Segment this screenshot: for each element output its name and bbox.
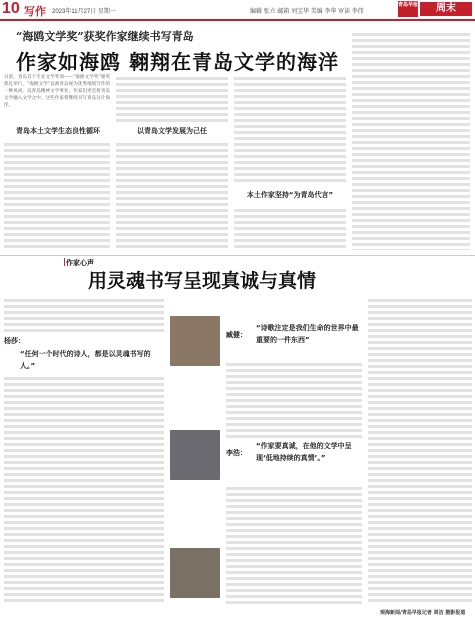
article2-column-3 [368, 296, 472, 604]
article1-column-4 [352, 30, 470, 250]
editor-credits: 编辑 张立 邮箱 刘宝华 美编 李华 审读 李伟 [250, 9, 364, 15]
article1-intro: 日前，青岛首个专业文学奖项——“海鸥文学奖”颁奖典礼举行，“海鸥文学”以被青岛视为优秀地域写作的一种风尚，以青岛精神文学事业，作家们更是将青岛文学融入文学之中。这些作家将继续书写青岛这片海洋。 [4, 75, 110, 108]
article2-intro [4, 296, 164, 332]
article2-headline: 用灵魂书写呈现真诚与真情 [88, 270, 317, 292]
article1-column-3b [234, 206, 346, 250]
weekly-badge: 周末 [420, 2, 472, 16]
brand-logo: 青岛早报 [398, 1, 418, 17]
article1-subhead-c: 本土作家坚持“为青岛代言” [246, 191, 334, 199]
interview-name-3: 李浩： [226, 449, 247, 457]
section-divider [0, 255, 475, 256]
author-photo-1 [170, 316, 220, 366]
article1-subhead-a: 青岛本土文学生态良性循环 [16, 127, 100, 135]
article2-column-1 [4, 374, 164, 604]
issue-date: 2023年11月27日 星期一 [52, 9, 116, 15]
tag-marker [64, 258, 65, 266]
author-photo-3 [170, 548, 220, 598]
interview-quote-2: “诗歌注定是我们生命的世界中最重要的一件东西” [256, 324, 359, 344]
article1-column-3a [234, 74, 346, 184]
author-photo-2 [170, 430, 220, 480]
article2-column-2a [226, 360, 362, 440]
article2-tag: 作家心声 [66, 259, 94, 267]
article1-column-1 [4, 140, 110, 250]
section-title: 写作 [24, 6, 46, 18]
interview-name-2: 臧健： [226, 331, 247, 339]
interview-name-1: 杨莎： [4, 337, 25, 345]
article1-headline: 作家如海鸥 翱翔在青岛文学的海洋 [16, 50, 339, 74]
photo-credit: 观海新闻/青岛早报记者 周洁 摄影报道 [380, 610, 466, 616]
interview-quote-3: “作家要真诚，在他的文学中呈现‘低地持续的真情’。” [256, 442, 352, 462]
interview-quote-1: “任何一个时代的诗人，都是以灵魂书写的人。” [20, 350, 151, 370]
article1-subheadline: “海鸥文学奖”获奖作家继续书写青岛 [16, 30, 194, 43]
article1-column-2b [116, 140, 228, 250]
article2-column-2b [226, 484, 362, 604]
article1-subhead-b: 以青岛文学发展为己任 [137, 127, 207, 135]
article1-column-2a [116, 74, 228, 124]
page-number: 10 [2, 0, 20, 17]
